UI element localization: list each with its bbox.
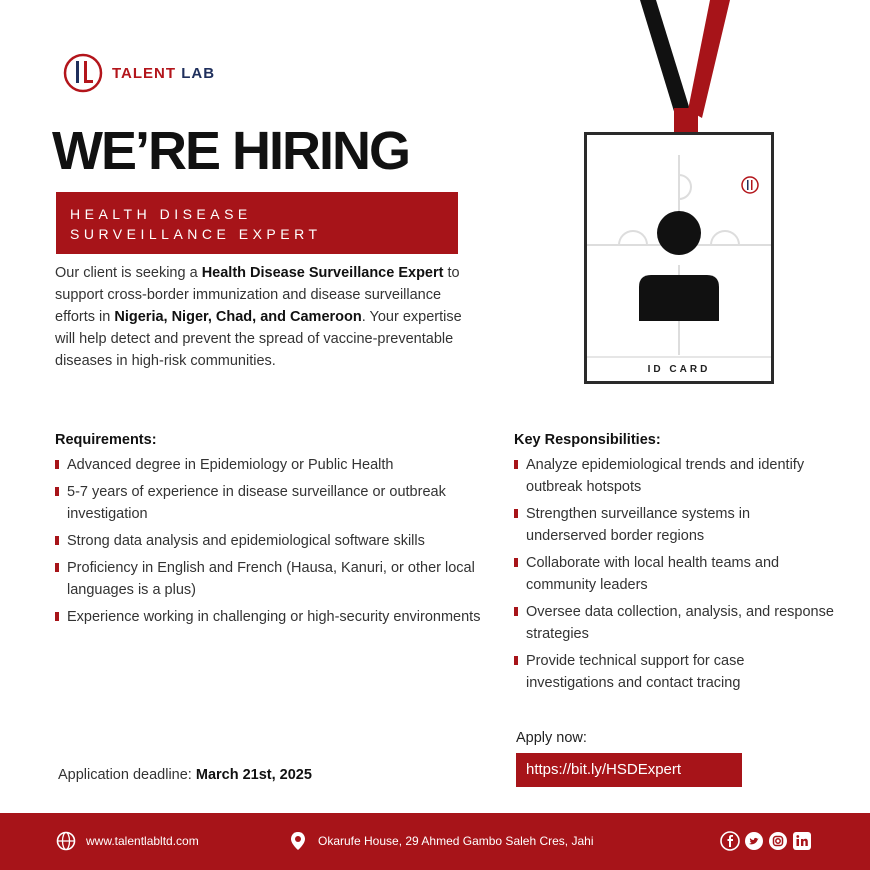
list-item: Strong data analysis and epidemiological software skills bbox=[55, 530, 485, 552]
bullet-icon bbox=[514, 509, 518, 518]
footer-address bbox=[288, 831, 593, 851]
requirements-section bbox=[55, 432, 485, 633]
card-logo-icon bbox=[742, 177, 758, 193]
bullet-icon bbox=[514, 460, 518, 469]
list-item: Experience working in challenging or high-security environments bbox=[55, 606, 485, 628]
list-item: Strengthen surveillance systems in underserved border regions bbox=[514, 503, 834, 547]
bullet-icon bbox=[55, 487, 59, 496]
id-card-label: ID CARD bbox=[647, 364, 711, 375]
footer-website[interactable] bbox=[56, 831, 199, 851]
bullet-icon bbox=[55, 612, 59, 621]
bullet-icon bbox=[514, 558, 518, 567]
bullet-icon bbox=[55, 460, 59, 469]
list-item: Oversee data collection, analysis, and response strategies bbox=[514, 601, 834, 645]
responsibilities-section bbox=[514, 432, 834, 699]
bullet-icon bbox=[514, 607, 518, 616]
id-card-art bbox=[587, 135, 771, 381]
location-pin-icon bbox=[288, 831, 308, 851]
brand-logo bbox=[62, 52, 215, 94]
intro-paragraph: Our client is seeking a Health Disease Surveillance Expert to support cross-border immunization and disease surveillance efforts in Nigeria, Niger, Chad, and Cameroon. Your expertise will help detect and prevent the spread of vaccine-preventable diseases in high-risk communities. bbox=[55, 265, 462, 369]
brand-name: TALENT LAB bbox=[112, 64, 216, 82]
list-item: Advanced degree in Epidemiology or Public Health bbox=[55, 454, 485, 476]
bullet-icon bbox=[514, 656, 518, 665]
globe-icon bbox=[56, 831, 76, 851]
list-item: Proficiency in English and French (Hausa, Kanuri, or other local languages is a plus) bbox=[55, 557, 485, 601]
list-item: Provide technical support for case investigations and contact tracing bbox=[514, 650, 834, 694]
footer-bar bbox=[0, 813, 870, 870]
twitter-icon[interactable] bbox=[744, 831, 764, 851]
application-deadline: Application deadline: March 21st, 2025 bbox=[58, 767, 312, 783]
facebook-icon[interactable] bbox=[720, 831, 740, 851]
list-item: Analyze epidemiological trends and identify outbreak hotspots bbox=[514, 454, 834, 498]
apply-link-button[interactable]: https://bit.ly/HSDExpert bbox=[516, 753, 742, 787]
page-title: WE’RE HIRING bbox=[52, 121, 410, 181]
instagram-icon[interactable] bbox=[768, 831, 788, 851]
linkedin-icon[interactable] bbox=[792, 831, 812, 851]
social-links bbox=[720, 831, 816, 851]
bullet-icon bbox=[55, 536, 59, 545]
website-text: www.talentlabltd.com bbox=[86, 834, 199, 848]
role-banner bbox=[56, 192, 458, 254]
list-item: 5-7 years of experience in disease surveillance or outbreak investigation bbox=[55, 481, 485, 525]
list-item: Collaborate with local health teams and community leaders bbox=[514, 552, 834, 596]
bullet-icon bbox=[55, 563, 59, 572]
requirements-heading: Requirements: bbox=[55, 432, 157, 448]
lanyard-graphic bbox=[640, 0, 730, 150]
id-card-graphic bbox=[584, 132, 774, 384]
talent-lab-logo-icon bbox=[62, 52, 104, 94]
address-text: Okarufe House, 29 Ahmed Gambo Saleh Cres, Jahi bbox=[318, 834, 594, 848]
responsibilities-heading: Key Responsibilities: bbox=[514, 432, 661, 448]
role-title-line1: HEALTH DISEASE bbox=[70, 206, 252, 222]
apply-label: Apply now: bbox=[516, 730, 587, 746]
role-title-line2: SURVEILLANCE EXPERT bbox=[70, 226, 322, 242]
